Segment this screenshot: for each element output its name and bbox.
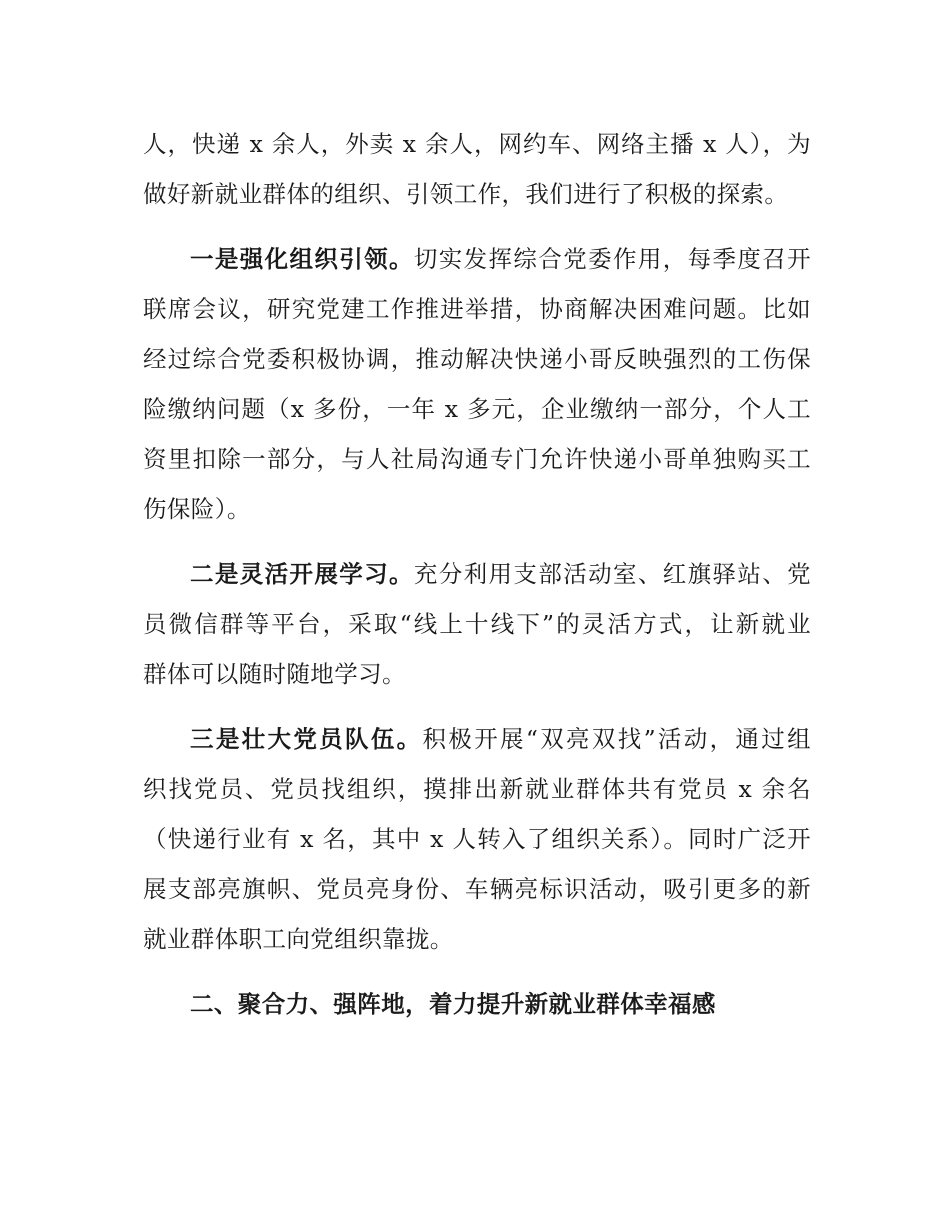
- paragraph-lead: 三是壮大党员队伍。: [190, 725, 423, 753]
- text-line: 险缴纳问题（x 多份，一年 x 多元，企业缴纳一部分，个人工: [143, 395, 811, 423]
- text-line: 群体可以随时随地学习。: [143, 660, 406, 688]
- paragraph-party-members: [143, 714, 811, 964]
- text-line: 织找党员、党员找组织，摸排出新就业群体共有党员 x 余名: [143, 775, 811, 803]
- paragraph-strengthen-leadership: [143, 234, 811, 534]
- text-line: 人，快递 x 余人，外卖 x 余人，网约车、网络主播 x 人），为: [143, 130, 811, 158]
- text-line: 联席会议，研究党建工作推进举措，协商解决困难问题。比如: [143, 295, 811, 323]
- text-line: [143, 549, 811, 599]
- text-line: 展支部亮旗帜、党员亮身份、车辆亮标识活动，吸引更多的新: [143, 875, 811, 903]
- text-line: 资里扣除一部分，与人社局沟通专门允许快递小哥单独购买工: [143, 445, 811, 473]
- paragraph-lead: 一是强化组织引领。: [190, 245, 414, 273]
- section-heading: 二、聚合力、强阵地，着力提升新就业群体幸福感: [190, 990, 716, 1018]
- text-line: （快递行业有 x 名，其中 x 人转入了组织关系）。同时广泛开: [143, 825, 811, 853]
- text-line: 员微信群等平台，采取“线上十线下”的灵活方式，让新就业: [143, 610, 811, 638]
- paragraph-flexible-learning: [143, 549, 811, 699]
- paragraph-intro: [143, 119, 811, 219]
- paragraph-lead: 二是灵活开展学习。: [190, 560, 414, 588]
- text-line: 经过综合党委积极协调，推动解决快递小哥反映强烈的工伤保: [143, 345, 811, 373]
- document-page: [143, 119, 811, 1029]
- text-line: 伤保险）。: [143, 495, 251, 523]
- text-line: 做好新就业群体的组织、引领工作，我们进行了积极的探索。: [143, 180, 789, 208]
- text-line: 就业群体职工向党组织靠拢。: [143, 925, 454, 953]
- paragraph-text: 切实发挥综合党委作用，每季度召开: [413, 245, 811, 273]
- paragraph-text: 积极开展“双亮双找”活动，通过组: [422, 725, 811, 753]
- text-line: [143, 714, 811, 764]
- text-line: [143, 234, 811, 284]
- paragraph-text: 充分利用支部活动室、红旗驿站、党: [413, 560, 811, 588]
